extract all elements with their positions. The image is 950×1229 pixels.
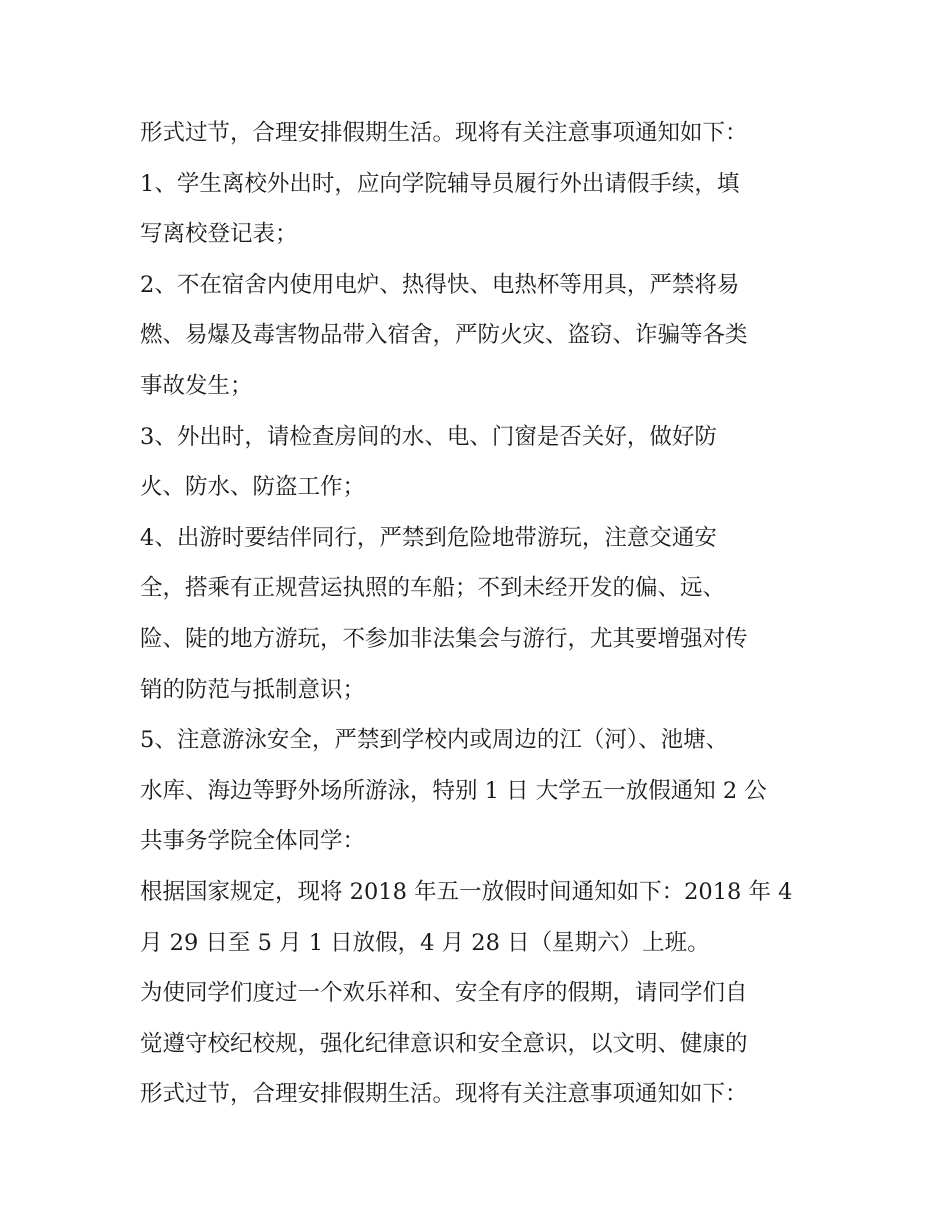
text-line: 形式过节，合理安排假期生活。现将有关注意事项通知如下：: [140, 120, 748, 146]
text-line: 为使同学们度过一个欢乐祥和、安全有序的假期，请同学们自: [140, 980, 748, 1007]
text-line: 水库、海边等野外场所游泳，特别 1 日 大学五一放假通知 2 公: [140, 777, 767, 804]
text-line: 销的防范与抵制意识；: [140, 676, 366, 703]
text-line: 4、出游时要结伴同行，严禁到危险地带游玩，注意交通安: [140, 524, 717, 551]
text-line: 3、外出时，请检查房间的水、电、门窗是否关好，做好防: [140, 423, 717, 450]
text-line: 写离校登记表；: [140, 221, 298, 248]
text-line: 1、学生离校外出时，应向学院辅导员履行外出请假手续，填: [140, 170, 740, 197]
text-line: 形式过节，合理安排假期生活。现将有关注意事项通知如下：: [140, 1081, 748, 1108]
text-line: 险、陡的地方游玩，不参加非法集会与游行，尤其要增强对传: [140, 625, 748, 652]
notice-body: [140, 108, 820, 1120]
text-line: 共事务学院全体同学：: [140, 828, 366, 855]
text-line: 全，搭乘有正规营运执照的车船；不到未经开发的偏、远、: [140, 575, 726, 602]
text-line: 觉遵守校纪校规，强化纪律意识和安全意识，以文明、健康的: [140, 1030, 748, 1057]
text-line: 2、不在宿舍内使用电炉、热得快、电热杯等用具，严禁将易: [140, 271, 740, 298]
text-line: 火、防水、防盗工作；: [140, 474, 366, 501]
text-line: 根据国家规定，现将 2018 年五一放假时间通知如下：2018 年 4: [140, 878, 793, 905]
text-line: 5、注意游泳安全，严禁到学校内或周边的江（河）、池塘、: [140, 727, 729, 754]
text-line: 事故发生；: [140, 372, 253, 399]
text-line: 月 29 日至 5 月 1 日放假，4 月 28 日（星期六）上班。: [140, 929, 710, 956]
text-line: 燃、易爆及毒害物品带入宿舍，严防火灾、盗窃、诈骗等各类: [140, 322, 748, 349]
